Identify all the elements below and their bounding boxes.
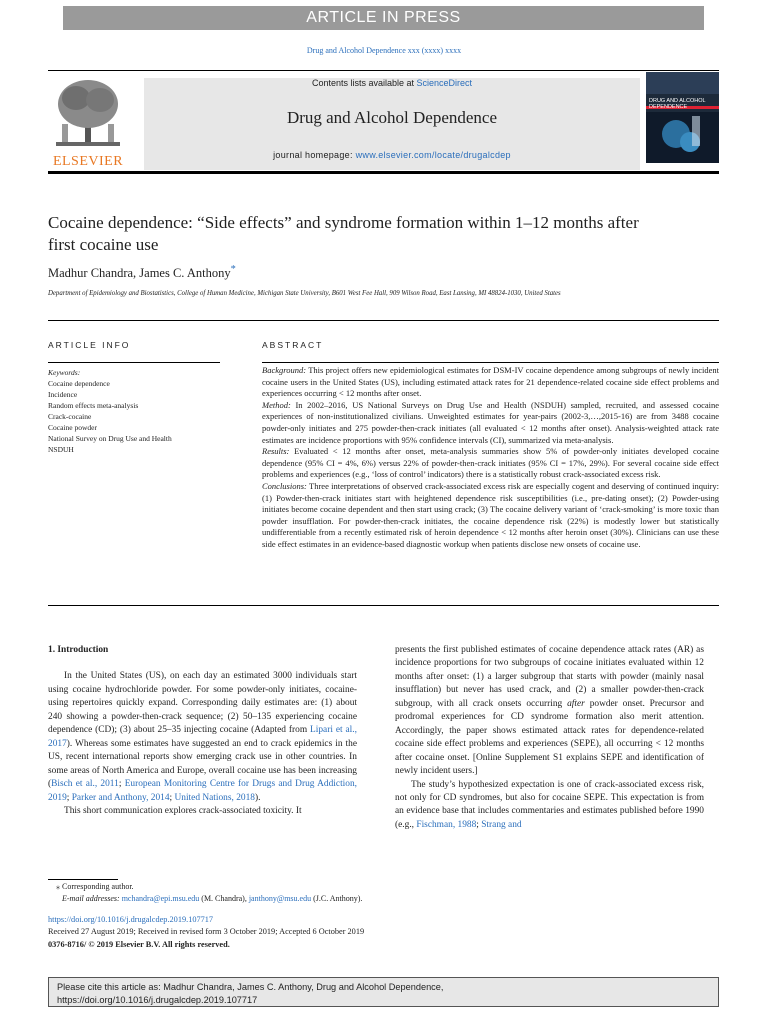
keyword-item: National Survey on Drug Use and Health xyxy=(48,434,172,443)
abstract-conclusions xyxy=(262,481,719,551)
ref-link[interactable]: Bisch et al., 2011 xyxy=(51,779,119,790)
corresponding-author-mark[interactable]: * xyxy=(230,264,236,275)
homepage-link[interactable]: www.elsevier.com/locate/drugalcdep xyxy=(355,150,511,160)
ref-link[interactable]: Parker and Anthony, 2014 xyxy=(71,792,170,803)
section-title: 1. Introduction xyxy=(48,645,109,655)
keywords-label: Keywords: xyxy=(48,368,81,377)
background-label: Background: xyxy=(262,365,307,375)
sciencedirect-link[interactable]: ScienceDirect xyxy=(416,78,473,88)
homepage-prefix: journal homepage: xyxy=(273,150,356,160)
contents-prefix: Contents lists available at xyxy=(311,78,417,88)
citation-box xyxy=(48,977,719,1007)
email-link[interactable]: mchandra@epi.msu.edu xyxy=(121,894,200,903)
journal-banner xyxy=(144,78,640,170)
author-list xyxy=(48,264,236,281)
article-in-press-banner: ARTICLE IN PRESS xyxy=(63,6,704,30)
p4-text-a: The study’s hypothesized expectation is one of crack-associated excess risk, not only for CD syndromes, but also for cocaine SEPE. This expectation is from an evidence base that includes commentaries and estimates published before 1990 (e.g., xyxy=(395,779,704,830)
cover-title-line1: DRUG AND ALCOHOL xyxy=(649,98,706,104)
article-title: Cocaine dependence: “Side effects” and syndrome formation within 1–12 months after first cocaine use xyxy=(48,213,639,254)
keywords-block xyxy=(48,367,220,455)
background-text: This project offers new epidemiological estimates for DSM-IV cocaine dependence among subgroups of newly incident cocaine users in the United States (US), including estimated attack rates for 21 dependence-related cocaine side effect problems and experiences occurring < 12 months after onset. xyxy=(262,365,719,399)
keyword-item: Cocaine dependence xyxy=(48,379,110,388)
article-info-rule xyxy=(48,362,220,363)
abstract-method xyxy=(262,400,719,446)
affiliation-rule xyxy=(48,320,719,321)
keyword-item: Cocaine powder xyxy=(48,423,97,432)
abstract-rule xyxy=(262,362,719,363)
ref-link[interactable]: Fischman, 1988 xyxy=(416,819,477,830)
article-meta xyxy=(48,914,548,951)
abstract-results xyxy=(262,446,719,481)
email-label: E-mail addresses: xyxy=(62,894,120,903)
elsevier-logo xyxy=(48,76,128,168)
email-owner: (M. Chandra), xyxy=(199,894,249,903)
conclusions-label: Conclusions: xyxy=(262,480,307,491)
results-label: Results: xyxy=(262,446,290,457)
citation-line-2[interactable]: https://doi.org/10.1016/j.drugalcdep.2019.107717 xyxy=(57,995,258,1005)
keyword-item: Crack-cocaine xyxy=(48,412,92,421)
keyword-item: Incidence xyxy=(48,390,78,399)
p1-text-a: In the United States (US), on each day an estimated 3000 individuals start using cocaine hydrochloride powder. For some powder-only initiates, cocaine-using repertoires quickly expand. Corresponding daily estimates are: (1) about 240 showing a powder-then-crack sequence; (2) 50–135 experiencing cocaine dependence (CD); (3) about 25–35 injecting cocaine (Adapted from xyxy=(48,671,357,736)
intro-paragraph-2: This short communication explores crack-associated toxicity. It xyxy=(64,805,302,816)
body-column-right xyxy=(395,644,704,832)
masthead xyxy=(48,70,719,170)
method-text: In 2002–2016, US National Surveys on Drug Use and Health (NSDUH) sampled, recruited, and assessed cocaine experiences of non-institutionalized civilians. Unweighted estimates for year-pairs (2002-3,…,2015-16) are from 3488 cocaine powder-only initiates and 275 powder-then-crack initiates (all evaluated < 12 months after onset). Analysis-weighted attack rate estimates are incidence proportions with 95% confidence intervals (CI), summarized via meta-analysis. xyxy=(262,399,719,445)
p1-text-c: ). xyxy=(254,792,261,803)
doi-link[interactable]: https://doi.org/10.1016/j.drugalcdep.2019.107717 xyxy=(48,915,214,924)
conclusions-text: Three interpretations of observed crack-associated excess risk are especially cogent and deserving of continued inquiry: (1) Powder-then-crack initiates start with heightened dependence risk susceptibilities (i.e., pre-dating onset); (2) Powder-using initiates become cocaine dependent and then start using crack; (3) The cocaine delivery variant of ‘crack-smoking’ is more toxic than powder insufflation. For powder-then-crack initiates, the cocaine dependence risk (22%) is modestly lower but statistically undifferentiable from a recently estimated risk of heroin dependence < 12 months after heroin onset (30%). Clinicians can use these side effect estimates in an evidence-based diagnostic workup when patients disclose new onsets of cocaine use. xyxy=(262,480,719,549)
copyright-line: 0376-8716/ © 2019 Elsevier B.V. All rights reserved. xyxy=(48,939,230,949)
cover-art xyxy=(646,72,719,163)
email-owner: (J.C. Anthony). xyxy=(311,894,363,903)
corresponding-note: ⁎ Corresponding author. xyxy=(56,882,134,891)
journal-homepage xyxy=(144,150,640,160)
p3-text-b: powder onset. Precursor and prodromal experiences for CD syndrome formation also merit attention. Accordingly, the paper shows estimated attack rates for dependence-related cocaine side effect problems and experiences (SEPE), all occurring < 12 months after cocaine onset. [Online Supplement S1 explains SEPE and identification of newly incident users.] xyxy=(395,698,704,777)
journal-reference-link[interactable]: Drug and Alcohol Dependence xxx (xxxx) xxxx xyxy=(306,46,462,55)
intro-paragraph-3 xyxy=(395,644,704,779)
cover-title xyxy=(649,98,706,110)
method-label: Method: xyxy=(262,399,291,410)
ref-separator: ; xyxy=(476,819,482,830)
ref-separator: ; xyxy=(169,792,175,803)
ref-separator: ; xyxy=(118,779,125,790)
ref-link[interactable]: United Nations, 2018 xyxy=(174,792,255,803)
keyword-item: Random effects meta-analysis xyxy=(48,401,139,410)
intro-paragraph-4 xyxy=(395,779,704,833)
email-line xyxy=(48,893,468,905)
results-text: Evaluated < 12 months after onset, meta-analysis summaries show 5% of powder-only initiates developed cocaine dependence (95% CI = 4%, 6%) versus 22% of powder-then-crack initiates (95% CI = 17%, 29%). For several cocaine side effect problems and experiences (e.g., ‘loss of control’ indicators) there is a statistically robust crack-associated excess risk. xyxy=(262,446,719,480)
footnotes xyxy=(48,881,468,905)
intro-paragraph-1 xyxy=(48,670,357,805)
email-link[interactable]: janthony@msu.edu xyxy=(248,894,312,903)
contents-line xyxy=(144,78,640,88)
article-info-heading: ARTICLE INFO xyxy=(48,340,131,350)
affiliation: Department of Epidemiology and Biostatistics, College of Human Medicine, Michigan State University, B601 West Fee Hall, 909 Wilson Road, East Lansing, MI 48824-1030, United States xyxy=(48,290,561,297)
tree-icon xyxy=(48,76,128,152)
p1-text-b: ). Whereas some estimates have suggested an end to crack epidemics in the US, recent international reports show emerging crack use in other countries. In some areas of North America and Europe, overall cocaine use has been increasing ( xyxy=(48,738,357,790)
citation-line-1: Please cite this article as: Madhur Chandra, James C. Anthony, Drug and Alcohol Dependence, xyxy=(57,982,444,992)
ref-link[interactable]: Strang and xyxy=(481,819,522,830)
keyword-item: NSDUH xyxy=(48,445,74,454)
ref-link[interactable]: Lipari et al., 2017 xyxy=(48,725,357,749)
abstract-background xyxy=(262,365,719,400)
author-names: Madhur Chandra, James C. Anthony xyxy=(48,266,231,281)
p3-emphasis: after xyxy=(567,698,585,709)
abstract-heading: ABSTRACT xyxy=(262,340,324,350)
p3-text-a: presents the first published estimates of cocaine dependence attack rates (AR) as incidence proportions for two subgroups of cocaine initiates evaluated within 12 months after onset: (1) a larger subgroup that starts with powder (mainly nasal insufflation) but never has used crack, and (2) a smaller powder-then-crack subgroup, with all crack onsets occurring xyxy=(395,645,704,709)
abstract-body xyxy=(262,365,719,551)
ref-separator: ; xyxy=(66,792,72,803)
ref-link[interactable]: European Monitoring Centre for Drugs and Drug Addiction, 2019 xyxy=(48,779,358,803)
journal-cover-image xyxy=(646,72,719,163)
body-column-left xyxy=(48,644,357,818)
cover-title-line2: DEPENDENCE xyxy=(649,104,688,110)
abstract-bottom-rule xyxy=(48,605,719,606)
received-dates: Received 27 August 2019; Received in revised form 3 October 2019; Accepted 6 October 2019 xyxy=(48,927,365,937)
masthead-bottom-rule xyxy=(48,171,719,174)
journal-title: Drug and Alcohol Dependence xyxy=(286,108,498,127)
footnote-rule xyxy=(48,879,118,880)
publisher-name: ELSEVIER xyxy=(52,154,124,169)
